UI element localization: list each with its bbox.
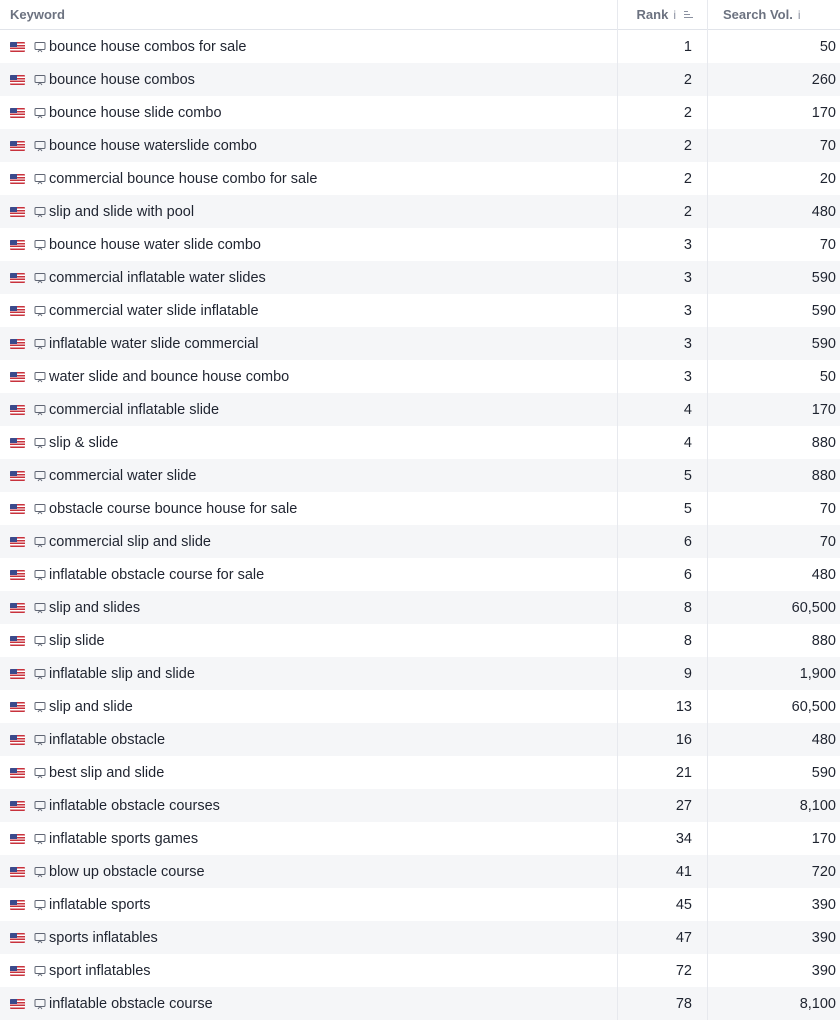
- us-flag-icon: [10, 768, 25, 778]
- serp-features-icon[interactable]: [34, 173, 46, 185]
- keyword-cell: [0, 468, 618, 484]
- serp-features-icon[interactable]: [34, 569, 46, 581]
- rank-cell: 4: [683, 401, 692, 418]
- us-flag-icon: [10, 603, 25, 613]
- table-row[interactable]: [0, 987, 840, 1020]
- search-volume-cell: 170: [811, 104, 836, 121]
- keyword-text[interactable]: commercial bounce house combo for sale: [49, 170, 318, 187]
- rank-cell: 47: [675, 929, 692, 946]
- keyword-text[interactable]: sport inflatables: [49, 962, 151, 979]
- search-volume-cell: 170: [811, 830, 836, 847]
- rank-cell: 8: [683, 632, 692, 649]
- table-row[interactable]: [0, 261, 840, 294]
- table-row[interactable]: [0, 195, 840, 228]
- column-divider: [707, 0, 708, 1020]
- us-flag-icon: [10, 702, 25, 712]
- us-flag-icon: [10, 240, 25, 250]
- keyword-cell: [0, 864, 618, 880]
- serp-features-icon[interactable]: [34, 41, 46, 53]
- us-flag-icon: [10, 471, 25, 481]
- keyword-cell: [0, 501, 618, 517]
- rank-cell: 13: [675, 698, 692, 715]
- table-row[interactable]: [0, 789, 840, 822]
- table-row[interactable]: [0, 525, 840, 558]
- keyword-text[interactable]: inflatable obstacle: [49, 731, 166, 748]
- table-row[interactable]: [0, 327, 840, 360]
- rank-cell: 3: [683, 335, 692, 352]
- keyword-cell: [0, 402, 618, 418]
- rank-cell: 3: [683, 368, 692, 385]
- info-icon[interactable]: i: [673, 7, 676, 22]
- keyword-text[interactable]: best slip and slide: [49, 764, 165, 781]
- keyword-cell: [0, 303, 618, 319]
- us-flag-icon: [10, 867, 25, 877]
- keyword-text[interactable]: inflatable obstacle course: [49, 995, 213, 1012]
- search-volume-cell: 720: [811, 863, 836, 880]
- keyword-cell: [0, 171, 618, 187]
- table-row[interactable]: [0, 855, 840, 888]
- keyword-text[interactable]: inflatable obstacle courses: [49, 797, 220, 814]
- keyword-text[interactable]: water slide and bounce house combo: [49, 368, 290, 385]
- search-volume-cell: 480: [811, 566, 836, 583]
- table-row[interactable]: [0, 558, 840, 591]
- serp-features-icon[interactable]: [34, 74, 46, 86]
- table-row[interactable]: [0, 426, 840, 459]
- keyword-text[interactable]: commercial water slide: [49, 467, 197, 484]
- table-row[interactable]: [0, 591, 840, 624]
- search-volume-cell: 590: [811, 269, 836, 286]
- keyword-text[interactable]: bounce house waterslide combo: [49, 137, 257, 154]
- rank-cell: 2: [683, 104, 692, 121]
- search-volume-cell: 70: [819, 533, 836, 550]
- keyword-cell: [0, 996, 618, 1012]
- table-row[interactable]: [0, 822, 840, 855]
- rank-cell: 16: [675, 731, 692, 748]
- keyword-text[interactable]: bounce house slide combo: [49, 104, 222, 121]
- keyword-header-label: Keyword: [10, 7, 65, 22]
- keyword-text[interactable]: commercial inflatable slide: [49, 401, 220, 418]
- serp-features-icon[interactable]: [34, 932, 46, 944]
- keyword-cell: [0, 798, 618, 814]
- search-volume-cell: 8,100: [799, 797, 836, 814]
- search-volume-cell: 60,500: [791, 698, 836, 715]
- rank-cell: 2: [683, 203, 692, 220]
- serp-features-icon[interactable]: [34, 668, 46, 680]
- search-volume-cell: 390: [811, 929, 836, 946]
- table-row[interactable]: [0, 459, 840, 492]
- keyword-cell: [0, 930, 618, 946]
- keyword-text[interactable]: inflatable sports games: [49, 830, 199, 847]
- us-flag-icon: [10, 42, 25, 52]
- keyword-text[interactable]: slip and slides: [49, 599, 141, 616]
- keyword-text[interactable]: sports inflatables: [49, 929, 158, 946]
- table-row[interactable]: [0, 954, 840, 987]
- rank-cell: 21: [675, 764, 692, 781]
- search-volume-cell: 880: [811, 467, 836, 484]
- us-flag-icon: [10, 966, 25, 976]
- keyword-text[interactable]: bounce house water slide combo: [49, 236, 261, 253]
- search-volume-cell: 8,100: [799, 995, 836, 1012]
- us-flag-icon: [10, 735, 25, 745]
- rank-cell: 78: [675, 995, 692, 1012]
- keyword-cell: [0, 765, 618, 781]
- search-volume-cell: 50: [819, 368, 836, 385]
- info-icon[interactable]: i: [797, 7, 801, 22]
- serp-features-icon[interactable]: [34, 767, 46, 779]
- serp-features-icon[interactable]: [34, 470, 46, 482]
- table-row[interactable]: [0, 657, 840, 690]
- search-volume-cell: 880: [811, 434, 836, 451]
- us-flag-icon: [10, 372, 25, 382]
- rank-cell: 4: [683, 434, 692, 451]
- table-row[interactable]: [0, 492, 840, 525]
- serp-features-icon[interactable]: [34, 536, 46, 548]
- us-flag-icon: [10, 636, 25, 646]
- keyword-text[interactable]: obstacle course bounce house for sale: [49, 500, 298, 517]
- table-row[interactable]: [0, 129, 840, 162]
- serp-features-icon[interactable]: [34, 701, 46, 713]
- us-flag-icon: [10, 669, 25, 679]
- search-volume-cell: 70: [819, 236, 836, 253]
- keyword-cell: [0, 369, 618, 385]
- rank-cell: 8: [683, 599, 692, 616]
- volume-header-label: Search Vol.: [723, 7, 793, 22]
- keyword-cell: [0, 897, 618, 913]
- keyword-cell: [0, 534, 618, 550]
- rank-cell: 6: [683, 533, 692, 550]
- serp-features-icon[interactable]: [34, 239, 46, 251]
- rank-cell: 2: [683, 137, 692, 154]
- serp-features-icon[interactable]: [34, 503, 46, 515]
- rank-cell: 2: [683, 71, 692, 88]
- search-volume-cell: 50: [819, 38, 836, 55]
- keyword-text[interactable]: inflatable obstacle course for sale: [49, 566, 265, 583]
- serp-features-icon[interactable]: [34, 800, 46, 812]
- table-row[interactable]: [0, 360, 840, 393]
- search-volume-cell: 390: [811, 896, 836, 913]
- us-flag-icon: [10, 174, 25, 184]
- us-flag-icon: [10, 141, 25, 151]
- rank-cell: 3: [683, 236, 692, 253]
- table-row[interactable]: [0, 723, 840, 756]
- serp-features-icon[interactable]: [34, 272, 46, 284]
- keyword-cell: [0, 435, 618, 451]
- rank-cell: 1: [683, 38, 692, 55]
- keyword-text[interactable]: commercial inflatable water slides: [49, 269, 266, 286]
- table-body: [0, 30, 840, 1020]
- keyword-cell: [0, 138, 618, 154]
- keyword-column-header[interactable]: [0, 0, 618, 29]
- serp-features-icon[interactable]: [34, 305, 46, 317]
- us-flag-icon: [10, 999, 25, 1009]
- table-row[interactable]: [0, 162, 840, 195]
- serp-features-icon[interactable]: [34, 965, 46, 977]
- keyword-cell: [0, 699, 618, 715]
- keyword-text[interactable]: slip and slide: [49, 698, 133, 715]
- us-flag-icon: [10, 339, 25, 349]
- keyword-cell: [0, 963, 618, 979]
- rank-cell: 72: [675, 962, 692, 979]
- serp-features-icon[interactable]: [34, 140, 46, 152]
- table-row[interactable]: [0, 888, 840, 921]
- keyword-text[interactable]: commercial slip and slide: [49, 533, 211, 550]
- rank-cell: 5: [683, 467, 692, 484]
- table-row[interactable]: [0, 63, 840, 96]
- rank-cell: 41: [675, 863, 692, 880]
- serp-features-icon[interactable]: [34, 734, 46, 746]
- serp-features-icon[interactable]: [34, 866, 46, 878]
- search-volume-cell: 20: [819, 170, 836, 187]
- keyword-cell: [0, 831, 618, 847]
- us-flag-icon: [10, 207, 25, 217]
- search-volume-cell: 590: [811, 764, 836, 781]
- us-flag-icon: [10, 405, 25, 415]
- column-divider: [617, 0, 618, 1020]
- rank-header-label: Rank: [636, 7, 669, 22]
- rank-cell: 9: [683, 665, 692, 682]
- sort-ascending-icon[interactable]: [684, 10, 693, 19]
- search-volume-cell: 170: [811, 401, 836, 418]
- us-flag-icon: [10, 273, 25, 283]
- keyword-text[interactable]: inflatable water slide commercial: [49, 335, 259, 352]
- serp-features-icon[interactable]: [34, 371, 46, 383]
- serp-features-icon[interactable]: [34, 899, 46, 911]
- keyword-text[interactable]: slip and slide with pool: [49, 203, 195, 220]
- keyword-text[interactable]: blow up obstacle course: [49, 863, 205, 880]
- rank-cell: 45: [675, 896, 692, 913]
- search-volume-cell: 1,900: [799, 665, 836, 682]
- table-row[interactable]: [0, 30, 840, 63]
- serp-features-icon[interactable]: [34, 602, 46, 614]
- search-volume-cell: 260: [811, 71, 836, 88]
- keyword-cell: [0, 204, 618, 220]
- us-flag-icon: [10, 834, 25, 844]
- search-volume-cell: 70: [819, 500, 836, 517]
- keyword-cell: [0, 567, 618, 583]
- keyword-cell: [0, 72, 618, 88]
- keyword-cell: [0, 237, 618, 253]
- table-row[interactable]: [0, 624, 840, 657]
- search-volume-cell: 480: [811, 203, 836, 220]
- us-flag-icon: [10, 900, 25, 910]
- rank-cell: 3: [683, 269, 692, 286]
- search-volume-cell: 70: [819, 137, 836, 154]
- rank-cell: 3: [683, 302, 692, 319]
- us-flag-icon: [10, 504, 25, 514]
- keyword-text[interactable]: slip & slide: [49, 434, 119, 451]
- keyword-cell: [0, 39, 618, 55]
- search-volume-cell: 880: [811, 632, 836, 649]
- keyword-cell: [0, 600, 618, 616]
- keyword-cell: [0, 732, 618, 748]
- us-flag-icon: [10, 537, 25, 547]
- serp-features-icon[interactable]: [34, 404, 46, 416]
- us-flag-icon: [10, 570, 25, 580]
- us-flag-icon: [10, 75, 25, 85]
- search-volume-column-header[interactable]: [707, 0, 840, 29]
- serp-features-icon[interactable]: [34, 206, 46, 218]
- rank-cell: 34: [675, 830, 692, 847]
- search-volume-cell: 590: [811, 302, 836, 319]
- rank-cell: 5: [683, 500, 692, 517]
- serp-features-icon[interactable]: [34, 833, 46, 845]
- serp-features-icon[interactable]: [34, 635, 46, 647]
- keyword-cell: [0, 336, 618, 352]
- table-header: [0, 0, 840, 30]
- search-volume-cell: 390: [811, 962, 836, 979]
- serp-features-icon[interactable]: [34, 998, 46, 1010]
- table-row[interactable]: [0, 393, 840, 426]
- keyword-cell: [0, 105, 618, 121]
- table-row[interactable]: [0, 294, 840, 327]
- us-flag-icon: [10, 801, 25, 811]
- table-row[interactable]: [0, 756, 840, 789]
- keyword-text[interactable]: bounce house combos: [49, 71, 195, 88]
- serp-features-icon[interactable]: [34, 338, 46, 350]
- search-volume-cell: 480: [811, 731, 836, 748]
- keyword-cell: [0, 666, 618, 682]
- rank-column-header[interactable]: [618, 0, 707, 29]
- table-row[interactable]: [0, 921, 840, 954]
- rank-cell: 6: [683, 566, 692, 583]
- table-row[interactable]: [0, 690, 840, 723]
- keyword-text[interactable]: slip slide: [49, 632, 105, 649]
- keyword-cell: [0, 270, 618, 286]
- us-flag-icon: [10, 306, 25, 316]
- keyword-text[interactable]: bounce house combos for sale: [49, 38, 247, 55]
- serp-features-icon[interactable]: [34, 107, 46, 119]
- rank-cell: 27: [675, 797, 692, 814]
- us-flag-icon: [10, 438, 25, 448]
- keyword-text[interactable]: inflatable sports: [49, 896, 151, 913]
- keyword-cell: [0, 633, 618, 649]
- table-row[interactable]: [0, 96, 840, 129]
- serp-features-icon[interactable]: [34, 437, 46, 449]
- table-row[interactable]: [0, 228, 840, 261]
- search-volume-cell: 60,500: [791, 599, 836, 616]
- us-flag-icon: [10, 933, 25, 943]
- keyword-text[interactable]: inflatable slip and slide: [49, 665, 195, 682]
- rank-cell: 2: [683, 170, 692, 187]
- search-volume-cell: 590: [811, 335, 836, 352]
- keyword-text[interactable]: commercial water slide inflatable: [49, 302, 259, 319]
- us-flag-icon: [10, 108, 25, 118]
